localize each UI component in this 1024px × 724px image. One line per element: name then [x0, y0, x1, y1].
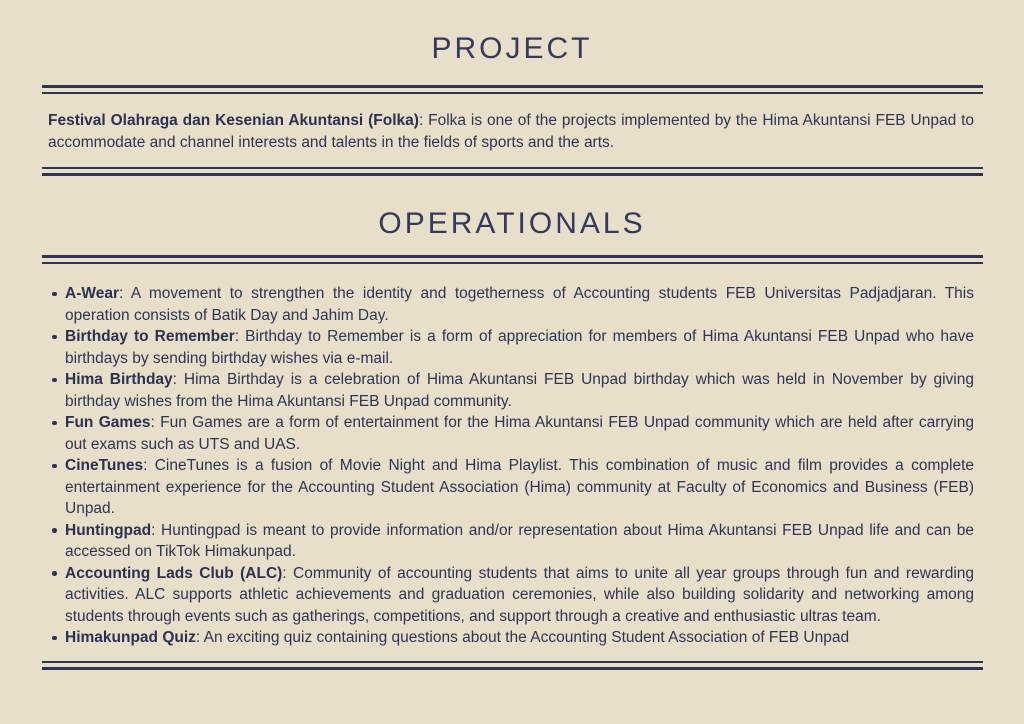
item-description: : Fun Games are a form of entertainment for the Hima Akuntansi FEB Unpad community which are held after carrying out exams such as UTS and UAS. [65, 414, 974, 453]
item-term: Hima Birthday [65, 371, 173, 388]
list-item-accounting-lads-club [48, 563, 974, 628]
list-item-a-wear [48, 283, 974, 326]
list-item-cinetunes [48, 455, 974, 520]
item-description: : CineTunes is a fusion of Movie Night and Hima Playlist. This combination of music and film provides a complete entertainment experience for the Accounting Student Association (Hima) community at Faculty of Economics and Business (FEB) Unpad. [65, 457, 974, 517]
project-section-title: PROJECT [431, 32, 593, 65]
project-description: : Folka is one of the projects implemented by the Hima Akuntansi FEB Unpad to accommodate and channel interests and talents in the fields of sports and the arts. [48, 112, 974, 151]
item-term: Himakunpad Quiz [65, 629, 196, 646]
operationals-section-title: OPERATIONALS [378, 207, 646, 240]
project-paragraph [48, 110, 974, 153]
item-description: : Birthday to Remember is a form of appreciation for members of Hima Akuntansi FEB Unpad who have birthdays by sending birthday wishes via e-mail. [65, 328, 975, 367]
item-term: CineTunes [65, 457, 144, 474]
project-term: Festival Olahraga dan Kesenian Akuntansi (Folka) [48, 112, 419, 129]
double-rule-below-operationals-title [42, 255, 983, 264]
list-item-himakunpad-quiz [48, 627, 974, 649]
item-description: : Community of accounting students that aims to unite all year groups through fun and rewarding activities. ALC supports athletic achievements and graduation ceremonies, while also building solidarity and networking among students through events such as gatherings, competitions, and support through a creative and enthusiastic ultras team. [65, 564, 974, 625]
list-item-fun-games [48, 412, 974, 455]
item-term: A-Wear [65, 285, 119, 302]
list-item-huntingpad [48, 520, 974, 563]
item-term: Huntingpad [65, 521, 152, 539]
list-item-birthday-to-remember [48, 326, 974, 369]
double-rule-page-bottom [42, 661, 983, 670]
item-description: : Hima Birthday is a celebration of Hima Akuntansi FEB Unpad birthday which was held in November by giving birthday wishes from the Hima Akuntansi FEB Unpad community. [65, 371, 974, 410]
double-rule-below-project-title [42, 85, 983, 94]
double-rule-below-project-paragraph [42, 167, 983, 176]
item-description: : Huntingpad is meant to provide information and/or representation about Hima Akuntansi FEB Unpad life and can be accessed on TikTok Himakunpad. [65, 521, 974, 560]
item-description: : A movement to strengthen the identity and togetherness of Accounting students FEB Universitas Padjadjaran. This operation consists of Batik Day and Jahim Day. [65, 285, 974, 324]
operationals-list [48, 283, 974, 649]
item-term: Birthday to Remember [65, 328, 235, 345]
list-item-hima-birthday [48, 369, 974, 412]
item-description: : An exciting quiz containing questions about the Accounting Student Association of FEB Unpad [195, 629, 850, 646]
item-term: Accounting Lads Club (ALC) [65, 564, 283, 582]
item-term: Fun Games [65, 414, 151, 431]
